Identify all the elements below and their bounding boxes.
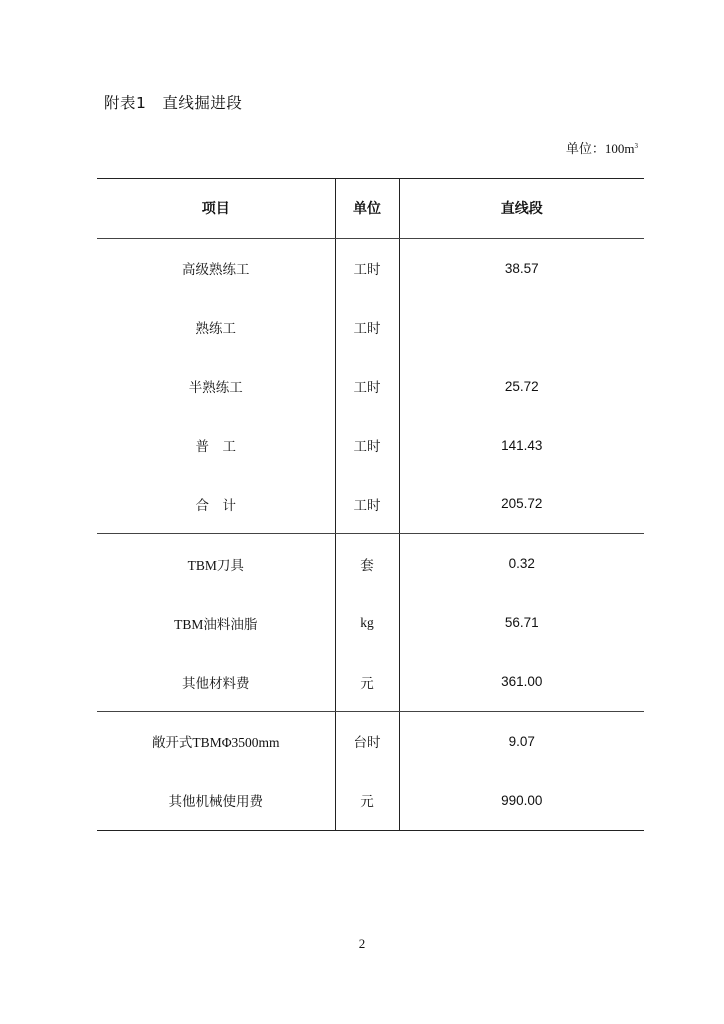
cell-item: 其他材料费 bbox=[97, 652, 335, 711]
table-title-prefix: 附表1 bbox=[104, 94, 147, 112]
cell-unit: 台时 bbox=[335, 712, 399, 771]
cell-unit: 套 bbox=[335, 534, 399, 593]
cell-item: 高级熟练工 bbox=[97, 238, 335, 297]
cell-item: TBM油料油脂 bbox=[97, 593, 335, 652]
cell-value: 361.00 bbox=[399, 652, 644, 711]
table-row bbox=[97, 416, 644, 475]
table-title bbox=[104, 91, 242, 113]
table-row bbox=[97, 534, 644, 593]
cell-value: 0.32 bbox=[508, 556, 535, 572]
table-row bbox=[97, 357, 644, 416]
unit-superscript: 3 bbox=[634, 142, 638, 150]
cell-unit: 工时 bbox=[335, 298, 399, 357]
table-row bbox=[97, 298, 644, 357]
cell-item: 熟练工 bbox=[97, 298, 335, 357]
cell-item: TBM刀具 bbox=[97, 534, 335, 593]
cell-item: 其他机械使用费 bbox=[97, 771, 335, 830]
cell-value: 9.07 bbox=[508, 733, 535, 749]
table-row bbox=[97, 593, 644, 652]
table-row bbox=[97, 238, 644, 297]
table-header-row bbox=[97, 179, 644, 239]
cell-item: 合 计 bbox=[97, 474, 335, 533]
cell-unit: kg bbox=[335, 593, 399, 652]
table-row bbox=[97, 712, 644, 771]
table-row bbox=[97, 771, 644, 830]
cell-unit: 元 bbox=[335, 652, 399, 711]
cell-item: 普 工 bbox=[97, 416, 335, 475]
cell-value: 141.43 bbox=[501, 437, 543, 453]
quota-table bbox=[97, 178, 644, 831]
cell-unit: 工时 bbox=[335, 474, 399, 533]
cell-value: 38.57 bbox=[504, 260, 539, 276]
cell-value: 56.71 bbox=[504, 615, 539, 631]
cell-value: 25.72 bbox=[504, 378, 539, 394]
header-item: 项目 bbox=[97, 179, 335, 239]
cell-value: 205.72 bbox=[399, 474, 644, 533]
cell-unit: 工时 bbox=[335, 416, 399, 475]
table-row bbox=[97, 474, 644, 533]
cell-unit: 工时 bbox=[335, 238, 399, 297]
cell-value: 990.00 bbox=[399, 771, 644, 830]
cell-unit: 元 bbox=[335, 771, 399, 830]
header-straight-section: 直线段 bbox=[399, 179, 644, 239]
page-number: 2 bbox=[358, 936, 366, 951]
unit-label bbox=[566, 138, 638, 157]
table-title-text: 直线掘进段 bbox=[162, 94, 243, 112]
cell-item: 敞开式TBMΦ3500mm bbox=[97, 712, 335, 771]
table-row bbox=[97, 652, 644, 711]
cell-unit: 工时 bbox=[335, 357, 399, 416]
cell-value bbox=[399, 298, 644, 357]
unit-label-text: 单位：100m bbox=[565, 141, 635, 156]
header-unit: 单位 bbox=[335, 179, 399, 239]
cell-item: 半熟练工 bbox=[97, 357, 335, 416]
